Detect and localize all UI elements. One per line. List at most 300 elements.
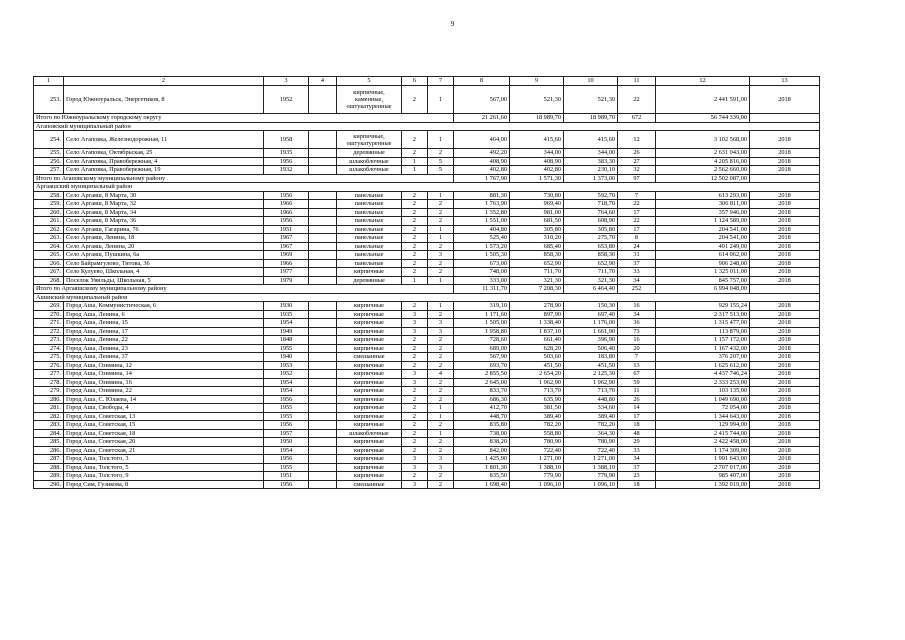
section-label: Ашинский муниципальный район	[34, 293, 820, 302]
table-cell: 1	[428, 429, 454, 438]
section-label: Аргаяшский муниципальный район	[34, 183, 820, 192]
table-row	[34, 378, 820, 387]
table-cell: 780,90	[564, 438, 618, 447]
table-cell: 2018	[750, 251, 820, 260]
table-cell: 183,80	[564, 353, 618, 362]
table-cell: 558,80	[510, 429, 564, 438]
table-row	[34, 200, 820, 209]
table-cell: 2018	[750, 225, 820, 234]
table-cell: 2	[402, 472, 428, 481]
table-cell: 1956	[264, 191, 309, 200]
total-cell: 6 464,40	[564, 285, 618, 294]
table-cell	[309, 446, 337, 455]
table-cell: 2	[428, 259, 454, 268]
table-cell: 22	[618, 86, 656, 114]
table-row	[34, 319, 820, 328]
table-cell: 271.	[34, 319, 64, 328]
table-cell: 1 958,80	[454, 327, 510, 336]
table-cell: 2018	[750, 361, 820, 370]
table-cell: 1	[402, 157, 428, 166]
table-cell: 3	[428, 319, 454, 328]
table-cell: 344,00	[510, 149, 564, 158]
table-cell	[309, 395, 337, 404]
table-cell: 2	[402, 404, 428, 413]
column-header: 8	[454, 77, 510, 86]
table-cell: 779,90	[510, 472, 564, 481]
table-cell: 321,30	[564, 276, 618, 285]
table-cell: 283.	[34, 421, 64, 430]
table-cell: 1966	[264, 200, 309, 209]
table-cell: 1	[428, 234, 454, 243]
table-row	[34, 412, 820, 421]
table-cell: 2018	[750, 455, 820, 464]
table-cell: 1 157 172,00	[656, 336, 750, 345]
table-cell: 389,40	[564, 412, 618, 421]
table-cell: кирпичные	[337, 319, 402, 328]
table-cell	[309, 370, 337, 379]
table-cell: 608,90	[564, 217, 618, 226]
table-cell: 282.	[34, 412, 64, 421]
table-cell: 929 155,24	[656, 302, 750, 311]
table-cell: 1 425,90	[454, 455, 510, 464]
table-cell: 1 171,60	[454, 310, 510, 319]
table-row	[34, 191, 820, 200]
table-cell: кирпичные, оштукатуренные	[337, 131, 402, 149]
table-row	[34, 302, 820, 311]
table-cell: Город Аша, Ленина, 37	[64, 353, 264, 362]
table-cell: 1977	[264, 268, 309, 277]
table-cell: 13	[618, 361, 656, 370]
total-cell: 18 989,70	[564, 114, 618, 123]
table-cell: Село Аргаяш, Пушкина, 6а	[64, 251, 264, 260]
table-cell: 72 054,00	[656, 404, 750, 413]
total-cell: 6 994 048,00	[656, 285, 750, 294]
table-cell: 845 757,00	[656, 276, 750, 285]
table-cell: 1 698,40	[454, 480, 510, 489]
table-cell: 16	[618, 336, 656, 345]
table-cell: Город Сим, Гузикова, 8	[64, 480, 264, 489]
table-cell: 253.	[34, 86, 64, 114]
housing-table	[33, 76, 820, 489]
table-cell	[309, 166, 337, 175]
table-cell: 730,80	[510, 191, 564, 200]
table-cell: 2 654,20	[510, 370, 564, 379]
table-cell: панельные	[337, 242, 402, 251]
table-cell: 3	[402, 378, 428, 387]
table-cell	[309, 319, 337, 328]
table-row	[34, 234, 820, 243]
table-row	[34, 353, 820, 362]
table-cell: 278,90	[510, 302, 564, 311]
table-cell: 266.	[34, 259, 64, 268]
table-cell: 264.	[34, 242, 64, 251]
table-cell: 357 946,00	[656, 208, 750, 217]
table-cell: 1 962,90	[564, 378, 618, 387]
table-cell: 2018	[750, 191, 820, 200]
section-row	[34, 122, 820, 131]
total-cell: 7 208,30	[510, 285, 564, 294]
table-cell: 1 505,00	[454, 319, 510, 328]
table-cell: 1956	[264, 455, 309, 464]
table-cell: Село Аргаяш, 8 Марта, 34	[64, 208, 264, 217]
table-cell	[309, 86, 337, 114]
total-row	[34, 285, 820, 294]
table-cell: 2	[402, 302, 428, 311]
table-cell: 2 422 458,00	[656, 438, 750, 447]
table-cell: 2 855,50	[454, 370, 510, 379]
table-cell: 2	[402, 429, 428, 438]
table-cell: 1	[402, 276, 428, 285]
table-cell: 2018	[750, 149, 820, 158]
table-cell: 4 437 746,24	[656, 370, 750, 379]
table-cell: 2 125,30	[564, 370, 618, 379]
table-row	[34, 157, 820, 166]
table-cell: 204 541,00	[656, 225, 750, 234]
table-cell: 259.	[34, 200, 64, 209]
table-cell: 858,30	[564, 251, 618, 260]
table-cell: Село Байрамгулово, Титова, 36	[64, 259, 264, 268]
table-cell: 2	[402, 387, 428, 396]
table-cell: 2018	[750, 421, 820, 430]
table-cell: 1950	[264, 438, 309, 447]
table-cell: 1967	[264, 242, 309, 251]
table-cell: 2	[428, 438, 454, 447]
table-cell: 491 249,00	[656, 242, 750, 251]
table-cell: 230,10	[564, 166, 618, 175]
table-cell: панельные	[337, 251, 402, 260]
table-cell: 408,90	[510, 157, 564, 166]
table-cell: 262.	[34, 225, 64, 234]
table-cell: 1	[428, 131, 454, 149]
table-cell: кирпичные	[337, 463, 402, 472]
total-cell	[750, 174, 820, 183]
table-cell: 22	[618, 200, 656, 209]
table-cell: 2	[402, 251, 428, 260]
table-cell: 635,90	[510, 395, 564, 404]
table-cell: 1 338,40	[510, 319, 564, 328]
table-cell: 2018	[750, 302, 820, 311]
table-cell: 270.	[34, 310, 64, 319]
table-cell: кирпичные	[337, 438, 402, 447]
column-header: 5	[337, 77, 402, 86]
column-header: 9	[510, 77, 564, 86]
total-label: Итого по Аргаяшскому муниципальному району	[34, 285, 454, 294]
table-cell: 1	[428, 225, 454, 234]
table-cell: 697,40	[564, 310, 618, 319]
table-cell: кирпичные	[337, 344, 402, 353]
table-cell: 1 176,00	[564, 319, 618, 328]
table-cell: кирпичные	[337, 336, 402, 345]
table-cell: 1 625 612,00	[656, 361, 750, 370]
table-cell: 681,50	[510, 217, 564, 226]
table-cell: 3	[402, 480, 428, 489]
table-cell: 3	[402, 327, 428, 336]
table-cell: 7	[618, 353, 656, 362]
table-cell: 2018	[750, 378, 820, 387]
table-cell: 673,00	[454, 259, 510, 268]
table-cell: 1 167 432,00	[656, 344, 750, 353]
table-cell: 1935	[264, 149, 309, 158]
section-row	[34, 293, 820, 302]
table-cell: 782,20	[510, 421, 564, 430]
table-cell	[309, 438, 337, 447]
table-cell: 376 207,00	[656, 353, 750, 362]
table-cell: Село Аргаяш, 8 Марта, 36	[64, 217, 264, 226]
table-cell: 718,70	[564, 200, 618, 209]
table-cell: 33	[618, 268, 656, 277]
table-row	[34, 251, 820, 260]
table-cell: шлакоблочные	[337, 166, 402, 175]
table-cell: 614 062,00	[656, 251, 750, 260]
table-cell: 613 293,00	[656, 191, 750, 200]
table-cell: 2018	[750, 310, 820, 319]
table-cell: 2018	[750, 200, 820, 209]
table-cell: 503,60	[510, 353, 564, 362]
table-cell: 842,00	[454, 446, 510, 455]
table-cell: панельные	[337, 191, 402, 200]
table-cell: 2 707 017,00	[656, 463, 750, 472]
table-cell: 3	[428, 463, 454, 472]
page-number: 9	[450, 20, 455, 28]
column-header: 2	[64, 77, 264, 86]
table-cell: 305,80	[564, 225, 618, 234]
table-cell	[309, 344, 337, 353]
total-cell	[750, 114, 820, 123]
table-header-row	[34, 77, 820, 86]
table-cell	[309, 455, 337, 464]
table-cell	[309, 251, 337, 260]
table-cell: 284.	[34, 429, 64, 438]
table-cell: 389,40	[510, 412, 564, 421]
table-cell: 713,70	[510, 387, 564, 396]
table-row	[34, 242, 820, 251]
table-cell: Село Аргаяш, 8 Марта, 32	[64, 200, 264, 209]
table-row	[34, 336, 820, 345]
table-cell: 272.	[34, 327, 64, 336]
table-cell: кирпичные	[337, 361, 402, 370]
table-cell: 305,80	[510, 225, 564, 234]
table-cell: панельные	[337, 225, 402, 234]
table-cell: 1 573,20	[454, 242, 510, 251]
table-cell: Поселок Увильды, Школьная, 5	[64, 276, 264, 285]
table-cell: кирпичные	[337, 472, 402, 481]
table-cell: 2	[402, 336, 428, 345]
table-cell: 17	[618, 225, 656, 234]
table-cell: 779,90	[564, 472, 618, 481]
table-row	[34, 149, 820, 158]
table-cell: 2	[428, 242, 454, 251]
table-cell	[309, 276, 337, 285]
table-cell: 2018	[750, 131, 820, 149]
table-cell	[309, 242, 337, 251]
table-cell: Город Аша, Советская, 21	[64, 446, 264, 455]
table-cell: кирпичные, каменные, оштукатуренные	[337, 86, 402, 114]
table-cell: 1 837,10	[510, 327, 564, 336]
table-row	[34, 166, 820, 175]
table-cell: 319,10	[454, 302, 510, 311]
table-cell: Село Аргаяш, 8 Марта, 30	[64, 191, 264, 200]
table-cell: 506,40	[564, 344, 618, 353]
table-cell: Город Аша, Ленина, 22	[64, 336, 264, 345]
table-cell: 408,90	[454, 157, 510, 166]
table-cell: 1956	[264, 480, 309, 489]
table-cell: 3	[402, 463, 428, 472]
table-cell: 1969	[264, 251, 309, 260]
table-cell: 567,90	[454, 353, 510, 362]
table-cell: кирпичные	[337, 378, 402, 387]
table-row	[34, 225, 820, 234]
table-cell: 835,50	[454, 472, 510, 481]
table-cell: кирпичные	[337, 327, 402, 336]
table-cell: 3	[428, 455, 454, 464]
table-cell: панельные	[337, 259, 402, 268]
table-cell	[309, 327, 337, 336]
table-cell: 1 763,90	[454, 200, 510, 209]
table-cell: 412,70	[454, 404, 510, 413]
table-cell: 2018	[750, 327, 820, 336]
table-cell: 364,30	[564, 429, 618, 438]
table-cell: 2018	[750, 412, 820, 421]
table-cell	[309, 378, 337, 387]
total-cell: 21 261,60	[454, 114, 510, 123]
table-cell: 2	[428, 200, 454, 209]
table-cell: 2018	[750, 472, 820, 481]
table-cell: 2	[428, 268, 454, 277]
table-cell: 254.	[34, 131, 64, 149]
table-cell: 381,50	[510, 404, 564, 413]
table-cell: кирпичные	[337, 370, 402, 379]
table-row	[34, 131, 820, 149]
table-cell: 33	[618, 446, 656, 455]
table-row	[34, 370, 820, 379]
table-cell: 1 174 309,00	[656, 446, 750, 455]
table-cell	[309, 208, 337, 217]
table-cell: 448,80	[564, 395, 618, 404]
table-cell: 415,60	[510, 131, 564, 149]
table-cell: 1	[428, 412, 454, 421]
table-cell: 3	[428, 251, 454, 260]
table-cell: Город Аша, С. Юлаева, 14	[64, 395, 264, 404]
table-cell: 263.	[34, 234, 64, 243]
table-cell: 1	[428, 191, 454, 200]
table-cell: 268.	[34, 276, 64, 285]
table-cell: 1954	[264, 387, 309, 396]
table-cell: Село Агаповка, Октябрьская, 25	[64, 149, 264, 158]
table-cell: 2018	[750, 234, 820, 243]
table-cell: 2018	[750, 480, 820, 489]
table-cell: 2	[402, 234, 428, 243]
table-cell: 2	[402, 361, 428, 370]
table-cell: 1 392 019,00	[656, 480, 750, 489]
table-cell: Город Аша, Озимина, 16	[64, 378, 264, 387]
table-cell: 2	[402, 268, 428, 277]
table-cell: 2	[428, 387, 454, 396]
table-cell: 1967	[264, 234, 309, 243]
table-cell: кирпичные	[337, 421, 402, 430]
table-cell: 204 541,00	[656, 234, 750, 243]
total-row	[34, 174, 820, 183]
table-cell: 1979	[264, 276, 309, 285]
table-cell: Город Аша, Озимина, 22	[64, 387, 264, 396]
table-cell: 17	[618, 208, 656, 217]
table-cell: 129 994,00	[656, 421, 750, 430]
table-cell: Город Аша, Толстого, 3	[64, 455, 264, 464]
table-cell: 2	[402, 395, 428, 404]
table-cell: кирпичные	[337, 302, 402, 311]
table-cell: 1 325 011,00	[656, 268, 750, 277]
column-header: 13	[750, 77, 820, 86]
table-row	[34, 472, 820, 481]
total-cell: 672	[618, 114, 656, 123]
table-cell: 113 879,00	[656, 327, 750, 336]
table-cell: 1955	[264, 412, 309, 421]
table-cell: 3	[402, 319, 428, 328]
table-cell: 258.	[34, 191, 64, 200]
table-cell: 36	[618, 319, 656, 328]
table-cell: смешанные	[337, 480, 402, 489]
table-cell: 464,00	[454, 131, 510, 149]
total-cell: 252	[618, 285, 656, 294]
table-cell: 1966	[264, 259, 309, 268]
table-cell	[309, 157, 337, 166]
total-cell: 11 311,70	[454, 285, 510, 294]
table-cell: 333,00	[454, 276, 510, 285]
table-cell: 1956	[264, 421, 309, 430]
table-cell: 2	[428, 361, 454, 370]
table-cell: 5	[428, 157, 454, 166]
table-cell: 1940	[264, 353, 309, 362]
table-cell: 12	[618, 131, 656, 149]
table-cell: 2	[402, 131, 428, 149]
table-cell: 686,30	[454, 395, 510, 404]
table-cell: 415,60	[564, 131, 618, 149]
table-row	[34, 387, 820, 396]
table-cell: деревянные	[337, 149, 402, 158]
table-cell: 288.	[34, 463, 64, 472]
table-cell: Село Кулуево, Школьная, 4	[64, 268, 264, 277]
table-cell: 402,80	[510, 166, 564, 175]
table-cell: 835,80	[454, 421, 510, 430]
table-cell: 2018	[750, 319, 820, 328]
column-header: 3	[264, 77, 309, 86]
table-row	[34, 217, 820, 226]
table-cell: 306 811,00	[656, 200, 750, 209]
table-cell: Село Аргаяш, Гагарина, 76	[64, 225, 264, 234]
table-cell: 2	[402, 438, 428, 447]
table-cell: 1955	[264, 404, 309, 413]
table-cell: 383,30	[564, 157, 618, 166]
table-cell: 256.	[34, 157, 64, 166]
table-cell: 1955	[264, 463, 309, 472]
table-cell: 2	[402, 217, 428, 226]
table-cell: 2	[402, 86, 428, 114]
table-cell	[309, 353, 337, 362]
table-cell: 525,40	[454, 234, 510, 243]
table-cell: 402,80	[454, 166, 510, 175]
table-cell: 274.	[34, 344, 64, 353]
table-cell: 782,20	[564, 421, 618, 430]
table-cell: 1 096,10	[564, 480, 618, 489]
table-body	[34, 77, 820, 489]
table-cell: панельные	[337, 208, 402, 217]
table-cell: 1 801,30	[454, 463, 510, 472]
table-cell	[309, 191, 337, 200]
table-cell: 3	[402, 310, 428, 319]
total-cell: 1 571,30	[510, 174, 564, 183]
table-cell: 67	[618, 370, 656, 379]
table-cell: 2018	[750, 268, 820, 277]
table-cell	[309, 387, 337, 396]
